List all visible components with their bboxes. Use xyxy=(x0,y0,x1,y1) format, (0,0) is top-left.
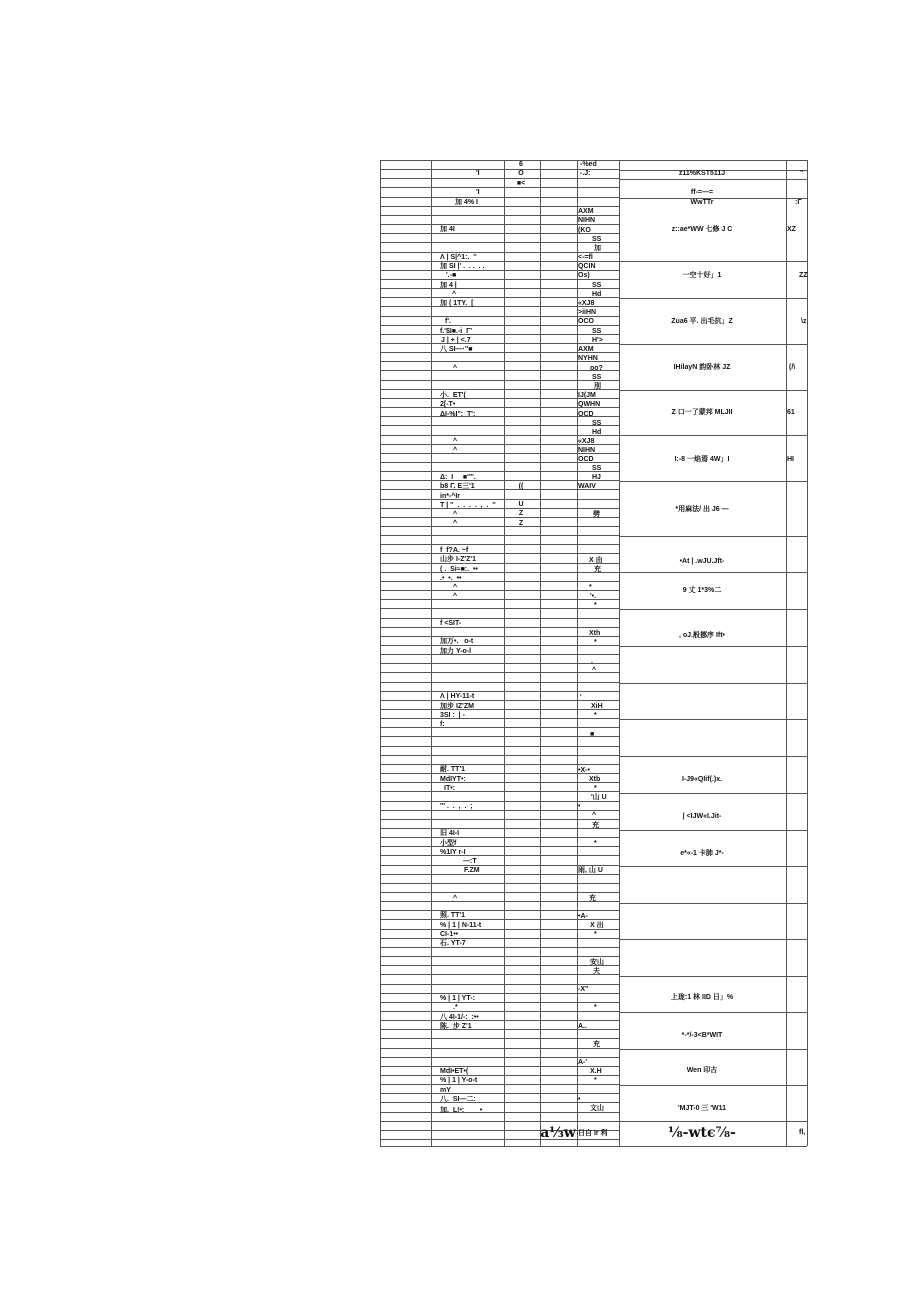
row-line xyxy=(380,288,619,289)
row-label: CI-1•• xyxy=(440,931,459,938)
row-label: ^ xyxy=(453,895,458,902)
row-line xyxy=(380,1048,619,1049)
col5-value: * xyxy=(589,584,592,591)
col5-value: «XJ8 xyxy=(578,438,595,445)
row-line xyxy=(380,782,619,783)
col5-value: •X-• xyxy=(578,767,590,774)
group-description: Wen 印古 xyxy=(686,1067,718,1074)
row-label: % | 1 | Y-o-t xyxy=(440,1077,478,1084)
row-label: —:T xyxy=(463,858,477,865)
group-line xyxy=(619,481,807,482)
row-line xyxy=(380,178,619,179)
col5-value: SS xyxy=(592,236,602,243)
group-line xyxy=(619,1049,807,1050)
col5-value: X 由 xyxy=(589,557,603,564)
row-label: f'. xyxy=(445,318,451,325)
row-label: 加 4I xyxy=(440,226,455,233)
row-line xyxy=(380,553,619,554)
group-line xyxy=(619,1121,807,1122)
row-line xyxy=(380,242,619,243)
group-description: WwTTr xyxy=(690,199,714,206)
col5-value: A-' xyxy=(578,1059,588,1066)
group-description: z::ae*WW 七修 J C xyxy=(671,226,733,233)
col5-value: 充 xyxy=(589,895,596,902)
row-label: ^ xyxy=(453,593,458,600)
row-line xyxy=(380,974,619,975)
header-r1-c5: -%ed xyxy=(580,161,597,168)
col5-value: XiH xyxy=(591,703,603,710)
group-line xyxy=(619,261,807,262)
col4-value: Z xyxy=(518,510,524,517)
row-line xyxy=(380,187,619,188)
col5-value: ^ xyxy=(592,812,597,819)
row-line xyxy=(380,599,619,600)
row-line xyxy=(380,206,619,207)
row-line xyxy=(380,892,619,893)
group-description: 上珑:1 林 IID 日」% xyxy=(670,994,734,1001)
group-line xyxy=(619,719,807,720)
row-line xyxy=(380,791,619,792)
footer-c4: a⅓w xyxy=(540,1125,576,1141)
col5-value: (KO xyxy=(578,227,591,234)
col4-value: (( xyxy=(518,483,524,490)
row-line xyxy=(380,517,619,518)
row-line xyxy=(380,865,619,866)
col5-value: WAIV xyxy=(578,483,596,490)
row-label: Λ | HY-11-t xyxy=(440,693,475,700)
row-line xyxy=(380,654,619,655)
group-description: Z 口一了蒙邦 MLJII xyxy=(671,409,733,416)
group-line xyxy=(619,390,807,391)
row-line xyxy=(380,727,619,728)
row-line xyxy=(380,380,619,381)
col5-value: ■ xyxy=(590,731,595,738)
header-r3-c3: ■< xyxy=(516,180,526,187)
row-label: IT•: xyxy=(444,785,456,792)
col5-value: •A- xyxy=(578,913,588,920)
group-code: ZZ xyxy=(799,272,808,279)
group-line xyxy=(619,976,807,977)
row-label: 耐. TT'1 xyxy=(440,766,465,773)
row-line xyxy=(380,984,619,985)
row-label: T | '' . . . . , . '' xyxy=(440,502,496,509)
header-r2-c7: " xyxy=(800,170,804,177)
row-label: ΔI-%I'': T': xyxy=(440,411,476,418)
row-label: 八. SI—二: xyxy=(440,1096,476,1103)
row-line xyxy=(380,1038,619,1039)
col5-value: AXM xyxy=(578,346,594,353)
col5-value: OCD xyxy=(578,456,594,463)
col5-value: * xyxy=(594,1004,597,1011)
row-line xyxy=(380,1084,619,1085)
row-label: 山步 I-Z'Z'1 xyxy=(440,556,476,563)
row-line xyxy=(380,691,619,692)
row-line xyxy=(380,1011,619,1012)
group-line xyxy=(619,866,807,867)
row-line xyxy=(380,682,619,683)
row-label: .• •. •• xyxy=(440,575,462,582)
row-label: ^ xyxy=(453,447,458,454)
row-line xyxy=(380,901,619,902)
row-line xyxy=(380,343,619,344)
column-line-6 xyxy=(786,160,787,1146)
column-line-0 xyxy=(380,160,381,1146)
col5-value: 充 xyxy=(593,1041,600,1048)
row-line xyxy=(380,1102,619,1103)
row-line xyxy=(380,672,619,673)
row-label: % | 1 | N-11-t xyxy=(440,922,482,929)
group-description: *用麻法/ 出 J6 — xyxy=(675,506,729,513)
group-code: :Γ xyxy=(795,199,802,206)
col5-value: OCD xyxy=(578,411,594,418)
col5-value: >iiHN xyxy=(578,309,597,316)
row-line xyxy=(380,1139,619,1140)
header-r2-c3: O xyxy=(518,170,524,177)
col5-value: NIHN xyxy=(578,447,596,454)
row-line xyxy=(380,929,619,930)
col5-value: «XJ8 xyxy=(578,300,595,307)
footer-c7: fl, xyxy=(799,1129,806,1136)
row-label: 石. YT-7 xyxy=(440,940,466,947)
row-line xyxy=(380,508,619,509)
group-line xyxy=(619,536,807,537)
row-line xyxy=(380,297,619,298)
col5-value: '•. xyxy=(590,593,597,600)
row-line xyxy=(380,810,619,811)
col5-value: * xyxy=(594,840,597,847)
header-r1-c3: 6 xyxy=(519,161,523,168)
col5-value: HJ xyxy=(592,474,601,481)
col5-value: 日自 Ir 利 xyxy=(578,1130,608,1137)
group-description: e*«-1 卡肺 J*- xyxy=(680,850,724,857)
col5-value: * xyxy=(594,639,597,646)
row-line xyxy=(380,846,619,847)
group-description: *-*/-3<B*WIT xyxy=(681,1032,723,1039)
col5-value: • xyxy=(578,1096,581,1103)
row-label: '.-■ xyxy=(446,272,457,279)
group-description: I:-8 一焰焉 4W」I xyxy=(674,456,730,463)
row-line xyxy=(380,709,619,710)
col5-value: Hd xyxy=(592,291,602,298)
group-description: , oJ.般挪序 Ift• xyxy=(678,632,726,639)
group-code: HI xyxy=(787,456,794,463)
row-line xyxy=(380,563,619,564)
row-label: F.ZM xyxy=(464,867,480,874)
group-line xyxy=(619,435,807,436)
row-label: 加 4% I xyxy=(455,199,478,206)
row-line xyxy=(380,910,619,911)
row-label: .* xyxy=(453,1004,458,1011)
row-line xyxy=(380,435,619,436)
row-line xyxy=(380,535,619,536)
row-label: 加. L!•: • xyxy=(440,1107,483,1114)
col5-value: NYHN xyxy=(578,355,598,362)
row-label: Δ: I ■'"'. xyxy=(440,474,476,481)
row-label: ( . Si≈■:. •• xyxy=(440,566,478,573)
col5-value: 劈 xyxy=(593,511,600,518)
column-line-7 xyxy=(807,160,808,1146)
row-line xyxy=(380,636,619,637)
col5-value: * xyxy=(594,602,597,609)
col5-value: SS xyxy=(592,420,602,427)
row-label: 旧 4I-I xyxy=(440,830,460,837)
row-label: 2[-T• xyxy=(440,401,456,408)
row-label: 八 4I-1/-: :•• xyxy=(440,1014,479,1021)
col5-value: 充 xyxy=(592,822,599,829)
group-line xyxy=(619,830,807,831)
row-line xyxy=(380,1002,619,1003)
col5-value: SS xyxy=(592,328,602,335)
row-line xyxy=(380,883,619,884)
group-line xyxy=(619,179,807,180)
group-line xyxy=(619,1085,807,1086)
col5-value: . xyxy=(591,658,593,665)
row-line xyxy=(380,425,619,426)
row-line xyxy=(380,663,619,664)
row-label: ^ xyxy=(453,438,458,445)
row-line xyxy=(380,499,619,500)
row-line xyxy=(380,370,619,371)
header-r4-c2: 'I xyxy=(476,189,480,196)
group-code: XZ xyxy=(787,226,796,233)
group-line xyxy=(619,572,807,573)
spreadsheet-table xyxy=(380,160,807,1146)
col5-value: oo? xyxy=(590,365,603,372)
row-line xyxy=(380,1020,619,1021)
row-label: 小. ET'( xyxy=(440,392,466,399)
row-label: ''' . . , . ; xyxy=(440,803,473,810)
col5-value: 加 xyxy=(594,245,601,252)
row-label: %1IY r-I xyxy=(440,849,466,856)
row-line xyxy=(380,837,619,838)
row-label: ^ xyxy=(452,291,457,298)
row-line xyxy=(380,334,619,335)
row-line xyxy=(380,1093,619,1094)
row-line xyxy=(380,618,619,619)
group-code: 61 xyxy=(787,409,795,416)
row-label: 八 SI—·''■ xyxy=(440,346,473,353)
row-label: f: xyxy=(440,721,445,728)
row-line xyxy=(380,1112,619,1113)
col5-value: IJ(JM xyxy=(578,392,596,399)
col5-value: H'> xyxy=(592,337,603,344)
col5-value: SS xyxy=(592,374,602,381)
col5-value: 刖 xyxy=(594,383,601,390)
col5-value: * xyxy=(594,1077,597,1084)
col5-value: Xtb xyxy=(589,776,601,783)
col5-value: Os) xyxy=(578,272,590,279)
col5-value: 文山 xyxy=(590,1105,604,1112)
group-code: \z xyxy=(801,318,807,325)
row-label: ^ xyxy=(453,520,458,527)
col5-value: X.H xyxy=(590,1068,602,1075)
group-description: I-J9«QIif(.)x. xyxy=(681,776,723,783)
group-description: 'MJT-0 三 'W11 xyxy=(677,1105,727,1112)
col5-value: • xyxy=(578,803,581,810)
row-line xyxy=(380,764,619,765)
col5-value: -X" xyxy=(578,986,589,993)
col5-value: Hd xyxy=(592,429,602,436)
col5-value: 安山 xyxy=(590,959,604,966)
group-line xyxy=(619,609,807,610)
row-line xyxy=(380,572,619,573)
column-line-5 xyxy=(619,160,620,1146)
row-line xyxy=(380,828,619,829)
row-line xyxy=(380,855,619,856)
group-line xyxy=(619,939,807,940)
row-label: mY xyxy=(440,1087,451,1094)
header-r2-c6: z11%KST511J xyxy=(678,170,726,177)
row-label: f f?A. ~f xyxy=(440,547,469,554)
row-label: 加步 IZ'ZM xyxy=(440,703,474,710)
group-description: 一空十好」1 xyxy=(682,272,722,279)
row-line xyxy=(380,801,619,802)
row-label: 照. TT'1 xyxy=(440,912,465,919)
group-line xyxy=(619,646,807,647)
row-line xyxy=(380,956,619,957)
header-r2-c5: -.J: xyxy=(580,170,591,177)
header-r2-c2: 'I xyxy=(476,170,480,177)
row-label: J | + | <.7 xyxy=(441,337,471,344)
row-label: f <SIT- xyxy=(440,620,462,627)
row-line xyxy=(380,755,619,756)
row-label: in*-^Ir xyxy=(440,493,461,500)
row-line xyxy=(380,947,619,948)
row-line xyxy=(380,938,619,939)
row-line xyxy=(380,252,619,253)
row-line xyxy=(380,645,619,646)
col5-value: SS xyxy=(592,465,602,472)
group-line xyxy=(619,344,807,345)
row-line xyxy=(380,197,619,198)
column-line-3 xyxy=(540,160,541,1146)
row-label: Λ | S|^1:. '' xyxy=(440,254,477,261)
col5-value: '山 U xyxy=(591,794,607,801)
row-line xyxy=(380,526,619,527)
row-line xyxy=(380,1075,619,1076)
row-line xyxy=(380,718,619,719)
col5-value: 雨, 山 U xyxy=(578,867,603,874)
col5-value: * xyxy=(594,712,597,719)
row-label: ^ xyxy=(453,511,458,518)
row-label: 加力 Y-o-l xyxy=(440,648,472,655)
footer-c6: ⅛-wtє⅞- xyxy=(668,1125,736,1141)
col5-value: OCO xyxy=(578,318,594,325)
row-line xyxy=(380,389,619,390)
row-line xyxy=(380,965,619,966)
group-line xyxy=(619,903,807,904)
col5-value: ' xyxy=(580,694,582,701)
row-label: 加 ( 1TY. [ xyxy=(440,300,474,307)
col5-value: X 出 xyxy=(590,922,604,929)
row-label: ^ xyxy=(453,584,458,591)
group-description: 9 丈 1*3%二 xyxy=(682,587,722,594)
col5-value: QWHN xyxy=(578,401,601,408)
col5-value: * xyxy=(594,931,597,938)
col5-value: A.. xyxy=(578,1023,587,1030)
group-description: •At | .wJU.Jft- xyxy=(679,558,725,565)
row-label: b8 Γ. E三'1 xyxy=(440,483,475,490)
column-line-2 xyxy=(504,160,505,1146)
group-line xyxy=(619,298,807,299)
group-line xyxy=(619,1146,807,1147)
row-line xyxy=(380,736,619,737)
row-label: 加 SI |' . . . . . xyxy=(440,263,485,270)
col5-value: NIHN xyxy=(578,217,596,224)
row-label: % | 1 | YT-: xyxy=(440,995,475,1002)
row-label: ^ xyxy=(453,365,458,372)
col4-value: Z xyxy=(518,520,524,527)
row-line xyxy=(380,581,619,582)
row-line xyxy=(380,700,619,701)
row-label: MdIYT•: xyxy=(440,776,466,783)
col4-value: U xyxy=(518,501,524,508)
col5-value: QCIN xyxy=(578,263,596,270)
row-label: 加万•. o-t xyxy=(440,638,474,645)
group-line xyxy=(619,793,807,794)
group-line xyxy=(619,1012,807,1013)
group-line xyxy=(619,160,807,161)
row-line xyxy=(380,590,619,591)
row-label: f.'$I■.-i Γ' xyxy=(440,328,472,335)
row-label: MdI•ET•( xyxy=(440,1068,469,1075)
col5-value: AXM xyxy=(578,208,594,215)
row-line xyxy=(380,627,619,628)
col5-value: * xyxy=(594,785,597,792)
row-line xyxy=(380,608,619,609)
row-line xyxy=(380,480,619,481)
col5-value: ^ xyxy=(592,667,597,674)
group-line xyxy=(619,683,807,684)
row-label: 3SI : | - xyxy=(440,712,465,719)
column-line-1 xyxy=(431,160,432,1146)
col5-value: 夫 xyxy=(593,968,600,975)
col5-value: SS xyxy=(592,282,602,289)
col5-value: <-=fl xyxy=(578,254,593,261)
row-label: 陈. 步 Z'1 xyxy=(440,1023,472,1030)
row-line xyxy=(380,1057,619,1058)
col5-value: 充 xyxy=(594,566,601,573)
group-description: Zua6 平. 出毛抗」Z xyxy=(671,318,733,325)
row-line xyxy=(380,471,619,472)
group-description: | <IJW«I.Jit- xyxy=(682,813,722,820)
group-line xyxy=(619,756,807,757)
row-line xyxy=(380,544,619,545)
row-line xyxy=(380,746,619,747)
row-label: 加 4 | xyxy=(440,282,457,289)
header-r4-c6: ff-=—= xyxy=(690,189,714,196)
row-line xyxy=(380,819,619,820)
col5-value: Xth xyxy=(589,630,601,637)
group-description: IHilayN 韵卧林 JZ xyxy=(673,364,731,371)
group-code: (/\ xyxy=(789,364,796,371)
row-label: 小型f xyxy=(440,840,457,847)
